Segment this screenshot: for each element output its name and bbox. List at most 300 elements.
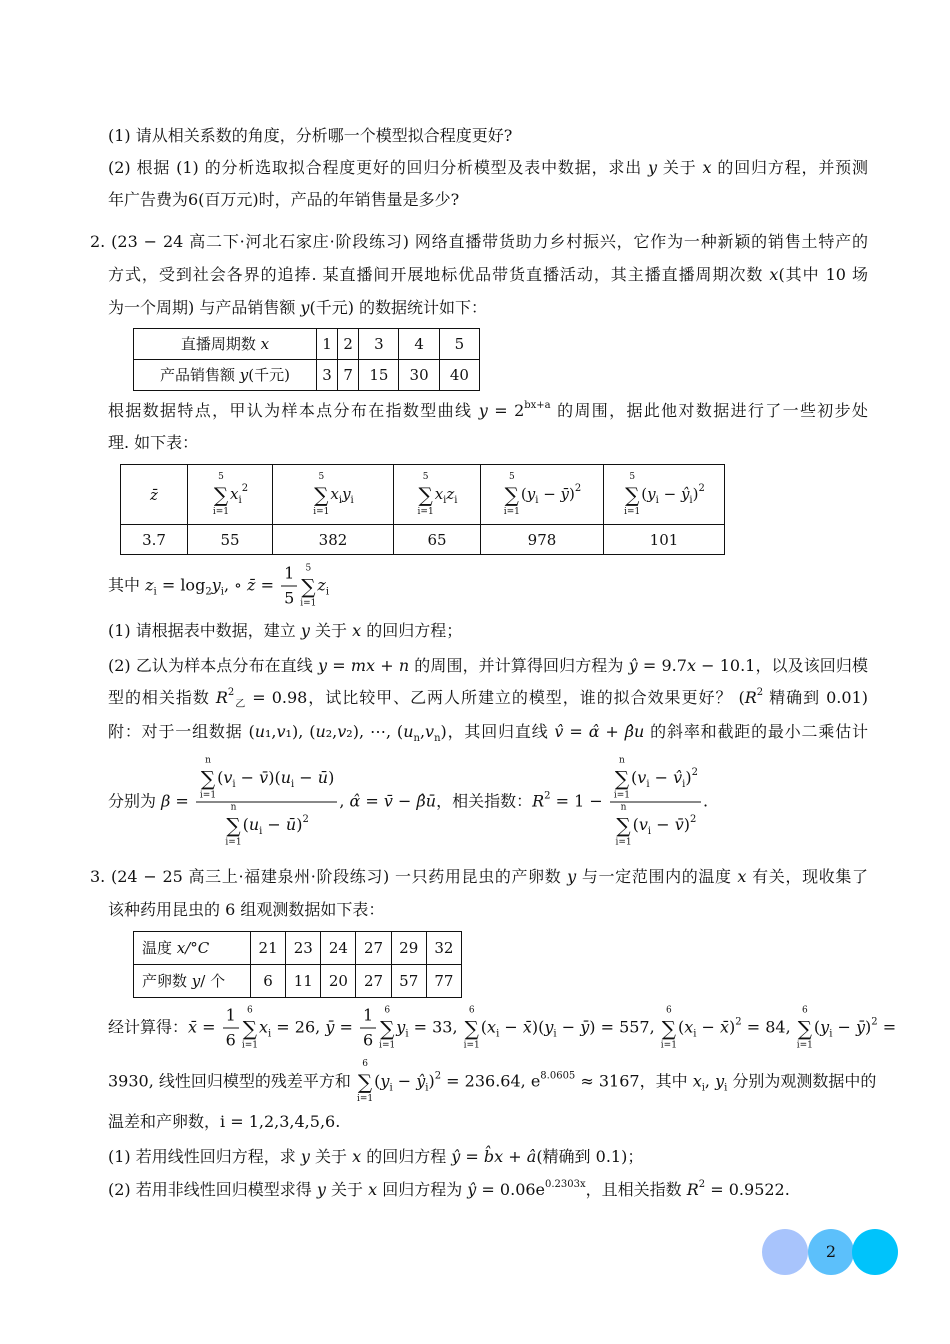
cell: 11 bbox=[286, 965, 321, 998]
table-row bbox=[121, 525, 725, 555]
q2-analysis-2 bbox=[108, 432, 198, 454]
text-run: = bbox=[170, 791, 194, 811]
math-variable: x bbox=[258, 1017, 268, 1037]
text-run: 直播周期数 bbox=[180, 335, 261, 353]
math-variable: y bbox=[300, 1147, 310, 1166]
subscript: i bbox=[291, 779, 295, 790]
math-variable: v bbox=[223, 768, 233, 787]
text-run: + bbox=[375, 656, 399, 675]
text-run: = bbox=[360, 791, 384, 811]
math-variable: x̄ bbox=[522, 1017, 532, 1037]
header-cell bbox=[604, 465, 725, 525]
math-variable: n bbox=[398, 656, 410, 675]
subscript: i bbox=[646, 779, 650, 790]
math-variable: ū bbox=[317, 768, 329, 787]
cell: 29 bbox=[391, 932, 426, 965]
math-variable: x bbox=[352, 621, 362, 640]
q1-part1 bbox=[108, 125, 512, 147]
text-run: = 0.06e bbox=[476, 1180, 546, 1199]
sum-upper-limit: n bbox=[205, 755, 211, 766]
text-run: 有关，现收集了 bbox=[746, 867, 868, 886]
text-run: = 2 bbox=[487, 401, 525, 420]
fraction bbox=[196, 756, 337, 849]
numerator bbox=[360, 1004, 376, 1029]
superscript: bx+a bbox=[524, 400, 551, 411]
math-variable: x̄ bbox=[720, 1017, 730, 1037]
math-variable: v̄ bbox=[383, 791, 393, 811]
math-variable: x bbox=[686, 656, 696, 675]
text-run: 回归方程为 bbox=[377, 1180, 468, 1199]
q2-part2-cont bbox=[108, 687, 868, 711]
text-run: 精确到 0.01) bbox=[763, 688, 868, 707]
math-variable: y bbox=[647, 484, 656, 503]
page-dot-left bbox=[762, 1229, 808, 1275]
math-variable: v̄ bbox=[674, 815, 684, 834]
sigma-icon: ∑ bbox=[242, 1016, 258, 1040]
text-run: 为一个周期) 与产品销售额 bbox=[108, 298, 301, 317]
subscript: i bbox=[724, 1082, 728, 1094]
text-run: ) bbox=[729, 1017, 736, 1037]
text-run: = bbox=[334, 1017, 358, 1037]
subscript: i bbox=[405, 1028, 409, 1040]
header-cell bbox=[481, 465, 604, 525]
sum-lower-limit: i=1 bbox=[796, 1040, 813, 1050]
table-row bbox=[134, 329, 480, 360]
sigma-icon: ∑ bbox=[226, 813, 241, 838]
sum-upper-limit: n bbox=[619, 755, 625, 766]
row-label bbox=[134, 360, 317, 391]
text-run: − bbox=[262, 815, 286, 834]
sum-lower-limit: i=1 bbox=[613, 790, 631, 801]
text-run: − bbox=[651, 815, 675, 834]
q3-computed-stats bbox=[108, 1004, 897, 1053]
text-run: (精确到 0.1)； bbox=[536, 1147, 644, 1166]
math-variable: u bbox=[315, 722, 326, 741]
text-run: 的回归方程，并预测 bbox=[711, 158, 868, 177]
text-run: 的回归方程 bbox=[361, 1147, 452, 1166]
q1-part2 bbox=[108, 157, 868, 179]
q3-computed-stats-3 bbox=[108, 1111, 340, 1133]
sum-lower-limit: i=1 bbox=[212, 506, 230, 517]
sum-lower-limit: i=1 bbox=[313, 506, 330, 517]
text-run: = bbox=[327, 656, 351, 675]
cell: 1 bbox=[317, 329, 338, 360]
math-variable: x bbox=[702, 158, 712, 177]
summation bbox=[464, 1005, 480, 1051]
sum-lower-limit: i=1 bbox=[356, 1094, 374, 1104]
subscript: i bbox=[325, 586, 330, 598]
subscript: 乙 bbox=[234, 699, 247, 710]
text-run: / 个 bbox=[200, 972, 226, 990]
text-run: 1 bbox=[362, 1005, 374, 1025]
math-variable: β̂u bbox=[624, 722, 645, 741]
summation bbox=[200, 756, 216, 802]
summation bbox=[379, 1005, 395, 1051]
text-run: 1 bbox=[284, 563, 295, 583]
text-run: 该种药用昆虫的 6 组观测数据如下表： bbox=[108, 900, 385, 919]
math-variable: ȳ bbox=[560, 484, 570, 503]
text-run: 根据数据特点，甲认为样本点分布在指数型曲线 bbox=[108, 401, 479, 420]
summation bbox=[797, 1005, 813, 1051]
math-variable: x̄ bbox=[188, 1017, 198, 1037]
q3-part2 bbox=[108, 1179, 790, 1201]
math-variable: v bbox=[337, 722, 347, 741]
table-row bbox=[134, 360, 480, 391]
subscript: i bbox=[232, 779, 236, 790]
subscript: i bbox=[350, 494, 354, 506]
subscript: i bbox=[535, 494, 539, 506]
text-run: )( bbox=[268, 768, 281, 787]
text-run: (千元) bbox=[248, 366, 290, 384]
subscript: i bbox=[701, 1082, 705, 1094]
math-variable: x bbox=[684, 1017, 694, 1037]
subscript: i bbox=[647, 826, 652, 837]
math-variable: β̂ū bbox=[416, 791, 437, 811]
subscript: i bbox=[443, 494, 447, 506]
math-variable: y bbox=[396, 1017, 406, 1037]
cell: 23 bbox=[286, 932, 321, 965]
math-variable: y bbox=[318, 656, 328, 675]
text-run: ₂), ⋯, ( bbox=[346, 722, 404, 741]
summary-stats-table bbox=[120, 464, 725, 555]
text-run: 分别为观测数据中的 bbox=[727, 1071, 877, 1091]
math-variable: b̂x bbox=[483, 1147, 504, 1166]
math-variable: â bbox=[526, 1147, 537, 1166]
row-label bbox=[134, 965, 251, 998]
text-run: , bbox=[419, 722, 426, 741]
subscript: i bbox=[693, 1028, 697, 1040]
superscript: 2 bbox=[698, 482, 705, 494]
text-run: 附：对于一组数据 ( bbox=[108, 722, 255, 741]
text-run: − bbox=[235, 768, 260, 787]
text-run: (2) 若用非线性回归模型求得 bbox=[108, 1180, 317, 1199]
text-run: − bbox=[392, 1071, 417, 1091]
cell: 20 bbox=[321, 965, 356, 998]
summation bbox=[661, 1005, 677, 1051]
sigma-icon: ∑ bbox=[661, 1016, 676, 1040]
sigma-icon: ∑ bbox=[357, 1070, 373, 1094]
text-run: 6 bbox=[225, 1030, 236, 1050]
sum-upper-limit: 6 bbox=[665, 1005, 672, 1015]
text-run: − bbox=[658, 484, 681, 503]
math-variable: y bbox=[300, 298, 310, 317]
cell: 55 bbox=[188, 525, 273, 555]
superscript: 0.2303x bbox=[545, 1179, 586, 1190]
cell: 382 bbox=[273, 525, 394, 555]
sum-upper-limit: 5 bbox=[629, 471, 636, 482]
text-run: − bbox=[392, 791, 417, 811]
subscript: i bbox=[454, 494, 458, 506]
math-variable: mx bbox=[350, 656, 376, 675]
text-run: ₁, bbox=[265, 722, 277, 741]
text-run: − bbox=[649, 768, 674, 787]
q3-stem bbox=[90, 866, 868, 888]
math-variable: v̂ bbox=[554, 722, 564, 741]
superscript: 2 bbox=[756, 687, 764, 698]
text-run: 关于 bbox=[309, 1147, 353, 1166]
text-run: = 84, bbox=[741, 1017, 796, 1037]
math-variable: ȳ bbox=[325, 1017, 335, 1037]
text-run: 的斜率和截距的最小二乘估计 bbox=[644, 722, 868, 741]
summation bbox=[418, 472, 434, 518]
denominator bbox=[221, 803, 311, 849]
cell: 21 bbox=[251, 932, 286, 965]
text-run: 产卵数 bbox=[142, 972, 192, 990]
text-run: ) bbox=[692, 484, 699, 503]
q3-computed-stats-2 bbox=[108, 1059, 877, 1105]
text-run: ( bbox=[813, 1017, 821, 1037]
math-variable: β bbox=[161, 791, 171, 811]
math-variable: y bbox=[380, 1071, 390, 1091]
sum-upper-limit: 6 bbox=[362, 1059, 368, 1069]
text-run: ( bbox=[632, 815, 639, 834]
math-variable: v bbox=[425, 722, 435, 741]
text-run: ≈ 3167，其中 bbox=[575, 1071, 693, 1091]
math-variable: u bbox=[280, 768, 291, 787]
subscript: i bbox=[338, 494, 343, 506]
text-run: 温差和产卵数，i = 1,2,3,4,5,6. bbox=[108, 1112, 341, 1131]
text-run: 方式，受到社会各界的追捧. 某直播间开展地标优品带货直播活动，其主播直播周期次数 bbox=[108, 265, 770, 284]
math-variable: y bbox=[239, 366, 249, 384]
text-run: ) bbox=[328, 768, 335, 787]
text-run: )( bbox=[531, 1017, 545, 1037]
q2-formulas bbox=[108, 756, 708, 849]
denominator bbox=[281, 587, 297, 611]
fraction bbox=[281, 562, 297, 611]
text-run: = 0.98，试比较甲、乙两人所建立的模型，谁的拟合效果更好？ ( bbox=[246, 688, 745, 707]
q3-stem-2 bbox=[108, 899, 384, 921]
cell: 40 bbox=[439, 360, 479, 391]
sum-upper-limit: 5 bbox=[508, 471, 515, 482]
subscript: i bbox=[655, 494, 659, 506]
cell: 4 bbox=[399, 329, 439, 360]
table-row bbox=[134, 932, 462, 965]
subscript: i bbox=[153, 586, 157, 598]
math-variable: x bbox=[487, 1017, 497, 1037]
denominator bbox=[223, 1029, 239, 1053]
math-variable: z̄ bbox=[247, 575, 256, 595]
text-run: , bbox=[704, 1071, 716, 1091]
cell: 32 bbox=[426, 932, 461, 965]
sum-lower-limit: i=1 bbox=[225, 837, 242, 848]
summation bbox=[357, 1059, 373, 1105]
math-variable: x bbox=[230, 484, 239, 503]
math-variable: v bbox=[637, 768, 647, 787]
text-run: − bbox=[499, 1017, 523, 1037]
q2-stem bbox=[90, 231, 868, 253]
math-variable: v̂ bbox=[673, 768, 683, 787]
row-label bbox=[134, 932, 251, 965]
text-run: 6 bbox=[362, 1030, 374, 1050]
text-run: = bbox=[877, 1017, 897, 1037]
text-run: (1) 请从相关系数的角度，分析哪一个模型拟合程度更好? bbox=[108, 126, 513, 145]
cell: 27 bbox=[356, 965, 391, 998]
subscript: 2 bbox=[205, 586, 212, 598]
cell: 57 bbox=[391, 965, 426, 998]
text-run: = bbox=[255, 575, 280, 595]
text-run: 的周围，据此他对数据进行了一些初步处 bbox=[550, 401, 869, 420]
text-run: = 0.9522. bbox=[705, 1180, 790, 1199]
text-run: − bbox=[832, 1017, 856, 1037]
superscript: 2 bbox=[871, 1016, 878, 1028]
sum-upper-limit: 6 bbox=[247, 1005, 253, 1015]
sum-lower-limit: i=1 bbox=[503, 506, 520, 517]
sum-lower-limit: i=1 bbox=[660, 1040, 677, 1050]
q2-part1 bbox=[108, 620, 462, 642]
text-run: ) bbox=[865, 1017, 872, 1037]
text-run: ₁), ( bbox=[285, 722, 316, 741]
math-variable: ŷ bbox=[680, 484, 690, 503]
subscript: i bbox=[425, 1082, 429, 1094]
text-run: = bbox=[563, 722, 589, 741]
sigma-icon: ∑ bbox=[616, 813, 631, 838]
math-variable: z bbox=[317, 575, 326, 595]
text-run: , bbox=[339, 791, 350, 811]
q2-analysis bbox=[108, 400, 868, 422]
text-run: 关于 bbox=[309, 621, 353, 640]
q2-definition bbox=[108, 562, 329, 611]
text-run: ) = 557, bbox=[589, 1017, 660, 1037]
math-variable: x bbox=[769, 265, 779, 284]
cell: 6 bbox=[251, 965, 286, 998]
summation bbox=[614, 756, 630, 802]
cell: 24 bbox=[321, 932, 356, 965]
superscript: 2 bbox=[302, 814, 309, 825]
math-variable: v bbox=[638, 815, 648, 834]
text-run: ₂, bbox=[325, 722, 338, 741]
math-variable: x/°C bbox=[176, 939, 210, 957]
math-variable: R bbox=[215, 688, 228, 707]
subscript: i bbox=[389, 1082, 393, 1094]
subscript: i bbox=[689, 494, 693, 506]
text-run: ( bbox=[520, 484, 527, 503]
text-run: 产品销售额 bbox=[160, 366, 240, 384]
math-variable: y bbox=[544, 1017, 554, 1037]
text-run: 的周围，并计算得回归方程为 bbox=[409, 656, 629, 675]
sum-upper-limit: 5 bbox=[422, 471, 429, 482]
row-label bbox=[134, 329, 317, 360]
sum-upper-limit: 6 bbox=[801, 1005, 808, 1015]
text-run: 型的相关指数 bbox=[108, 688, 216, 707]
text-run: )，其回归直线 bbox=[440, 722, 555, 741]
summation bbox=[615, 803, 631, 849]
fraction bbox=[223, 1004, 239, 1053]
sum-lower-limit: i=1 bbox=[300, 598, 317, 608]
text-run: = 26, bbox=[271, 1017, 326, 1037]
sum-lower-limit: i=1 bbox=[615, 837, 632, 848]
math-variable: ȳ bbox=[856, 1017, 866, 1037]
text-run: ) bbox=[296, 815, 303, 834]
math-variable: z bbox=[446, 484, 455, 503]
summation bbox=[213, 472, 229, 518]
sum-lower-limit: i=1 bbox=[624, 506, 641, 517]
text-run: (其中 10 场 bbox=[778, 265, 868, 284]
math-variable: ŷ bbox=[451, 1147, 461, 1166]
denominator bbox=[360, 1029, 376, 1053]
math-variable: y bbox=[820, 1017, 830, 1037]
text-run: = bbox=[460, 1147, 484, 1166]
text-run: 1 bbox=[225, 1005, 236, 1025]
text-run: ( bbox=[374, 1071, 381, 1091]
math-variable: ȳ bbox=[580, 1017, 590, 1037]
text-run: = log bbox=[156, 575, 206, 595]
text-run: (1) 请根据表中数据，建立 bbox=[108, 621, 301, 640]
math-variable: α̂ bbox=[349, 791, 361, 811]
text-run: (2) 根据 (1) 的分析选取拟合程度更好的回归分析模型及表中数据，求出 bbox=[108, 158, 648, 177]
cell: 3 bbox=[359, 329, 399, 360]
summation bbox=[504, 472, 520, 518]
text-run: . bbox=[702, 791, 709, 811]
sum-upper-limit: n bbox=[230, 802, 237, 813]
q2-part2 bbox=[108, 655, 868, 677]
summation bbox=[225, 803, 241, 849]
text-run: 其中 bbox=[108, 575, 146, 595]
subscript: n bbox=[434, 733, 441, 744]
math-variable: v̄ bbox=[259, 768, 269, 787]
live-stream-table bbox=[133, 328, 480, 391]
q3-part1 bbox=[108, 1146, 643, 1168]
fraction bbox=[360, 1004, 376, 1053]
superscript: 2 bbox=[698, 1179, 706, 1190]
sigma-icon: ∑ bbox=[614, 766, 630, 791]
math-variable: y bbox=[300, 621, 310, 640]
numerator bbox=[281, 562, 297, 587]
cell: 7 bbox=[338, 360, 359, 391]
math-variable: y bbox=[342, 484, 351, 503]
text-run: 3. (24 − 25 高三上·福建泉州·阶段练习) 一只药用昆虫的产卵数 bbox=[90, 867, 568, 886]
subscript: i bbox=[829, 1028, 833, 1040]
summation bbox=[300, 563, 316, 609]
q1-part2-cont bbox=[108, 189, 459, 211]
text-run: ( bbox=[631, 768, 638, 787]
superscript: 2 bbox=[691, 767, 698, 778]
superscript: 2 bbox=[574, 482, 582, 494]
text-run: = bbox=[197, 1017, 221, 1037]
text-run: − bbox=[294, 768, 318, 787]
math-variable: y bbox=[316, 1180, 326, 1199]
math-variable: ū bbox=[285, 815, 297, 834]
sigma-icon: ∑ bbox=[314, 482, 329, 507]
math-variable: R bbox=[744, 688, 757, 707]
text-run: 关于 bbox=[657, 158, 703, 177]
sum-upper-limit: 6 bbox=[384, 1005, 391, 1015]
header-cell bbox=[394, 465, 481, 525]
text-run: ) bbox=[569, 484, 575, 503]
sigma-icon: ∑ bbox=[418, 482, 433, 507]
math-variable: u bbox=[248, 815, 260, 834]
text-run: 关于 bbox=[325, 1180, 369, 1199]
summation bbox=[242, 1005, 258, 1051]
cell: 30 bbox=[399, 360, 439, 391]
sum-lower-limit: i=1 bbox=[379, 1040, 396, 1050]
text-run: ，相关指数： bbox=[436, 791, 533, 811]
superscript: 2 bbox=[227, 687, 235, 698]
table-header-row bbox=[121, 465, 725, 525]
math-variable: y bbox=[647, 158, 657, 177]
text-run: ( bbox=[242, 815, 249, 834]
text-run: − bbox=[538, 484, 561, 503]
subscript: i bbox=[238, 494, 242, 506]
math-variable: ŷ bbox=[416, 1071, 426, 1091]
text-run: 温度 bbox=[142, 939, 177, 957]
numerator bbox=[610, 756, 701, 803]
cell: 77 bbox=[426, 965, 461, 998]
math-variable: v bbox=[276, 722, 286, 741]
text-run: ( bbox=[677, 1017, 685, 1037]
subscript: i bbox=[220, 586, 224, 598]
superscript: 2 bbox=[241, 482, 249, 494]
summation bbox=[624, 472, 640, 518]
